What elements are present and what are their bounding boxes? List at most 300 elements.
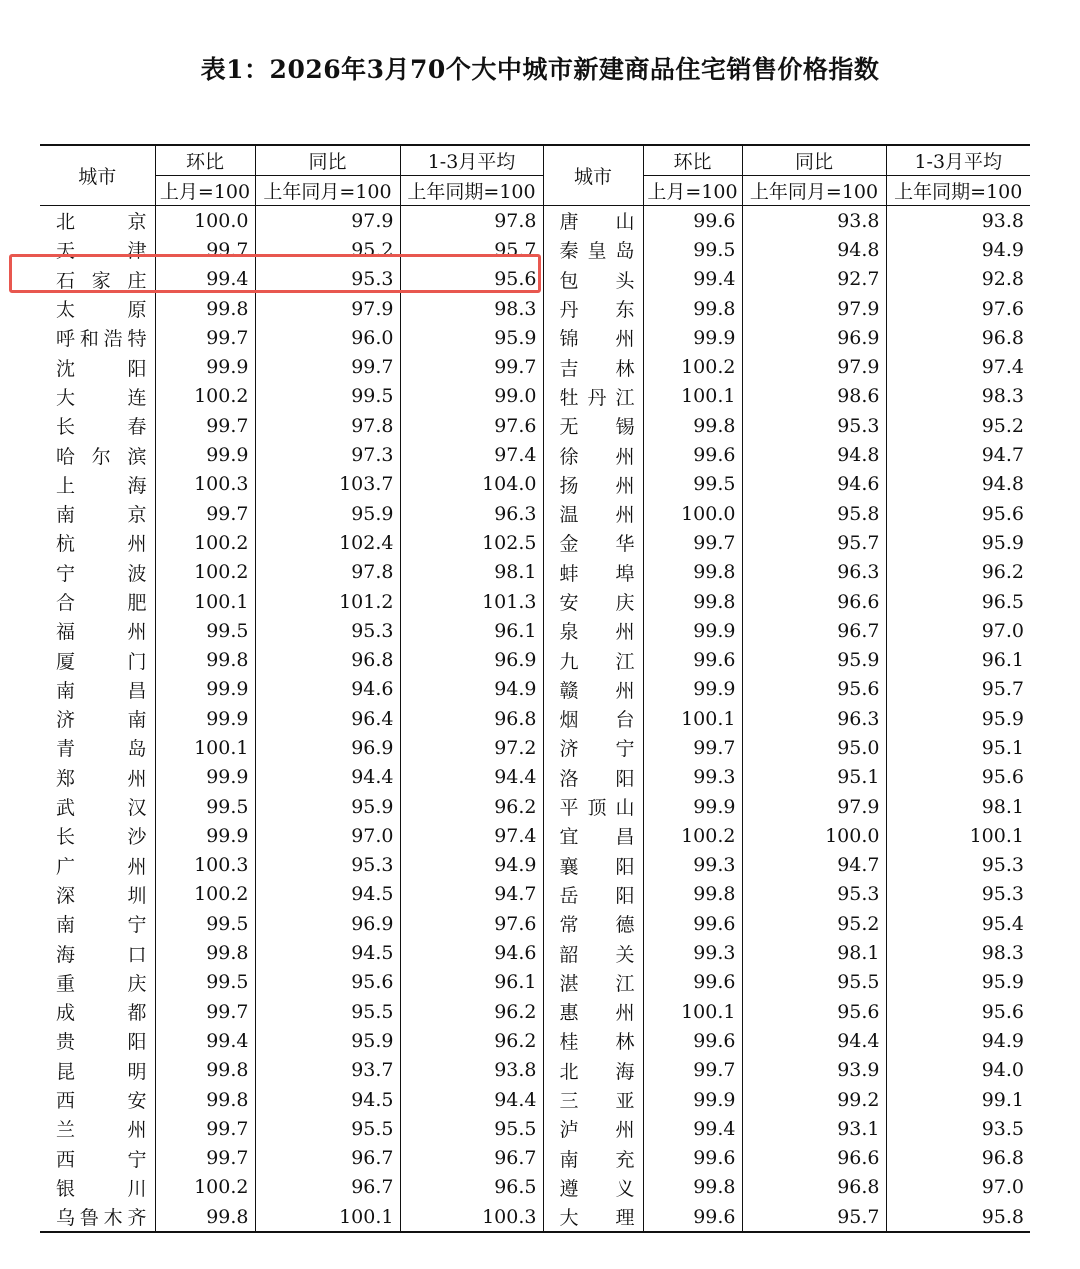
yoy-value-cell: 95.6 [255,968,400,997]
avg-value-cell: 98.3 [886,382,1030,411]
yoy-value-cell: 95.3 [742,880,886,909]
city-name-cell: 泸州 [543,1114,643,1143]
header-row [40,145,1030,176]
table-row [40,470,1030,499]
city-name-cell: 宜昌 [543,821,643,850]
yoy-value-cell: 95.9 [255,792,400,821]
avg-value-cell: 102.5 [400,528,543,557]
avg-value-cell: 97.4 [886,352,1030,381]
table-row [40,382,1030,411]
mom-value-cell: 100.1 [155,587,255,616]
yoy-value-cell: 96.7 [742,616,886,645]
yoy-value-cell: 94.6 [742,470,886,499]
mom-value-cell: 99.8 [155,1056,255,1085]
mom-value-cell: 99.8 [155,1085,255,1114]
avg-value-cell: 94.0 [886,1056,1030,1085]
mom-value-cell: 99.7 [155,1144,255,1173]
avg-value-cell: 97.4 [400,821,543,850]
city-name-cell: 湛江 [543,968,643,997]
avg-value-cell: 96.2 [886,558,1030,587]
mom-value-cell: 99.5 [155,968,255,997]
avg-value-cell: 94.9 [400,675,543,704]
mom-value-cell: 99.8 [643,294,742,323]
avg-value-cell: 93.8 [400,1056,543,1085]
yoy-value-cell: 93.9 [742,1056,886,1085]
city-name-cell: 银川 [56,1177,147,1200]
mom-value-cell: 99.3 [643,938,742,967]
yoy-value-cell: 97.8 [255,411,400,440]
table-row [40,1114,1030,1143]
yoy-value-cell: 96.9 [742,323,886,352]
yoy-value-cell: 96.3 [742,704,886,733]
city-name-cell: 石家庄 [56,269,147,292]
mom-value-cell: 99.4 [643,1114,742,1143]
avg-value-cell: 94.6 [400,938,543,967]
mom-value-cell: 99.6 [643,440,742,469]
avg-value-cell: 95.6 [886,499,1030,528]
header-yoy-base-right: 上年同月=100 [742,176,886,206]
table-row [40,440,1030,469]
avg-value-cell: 94.4 [400,763,543,792]
city-name-cell: 温州 [543,499,643,528]
yoy-value-cell: 95.7 [742,1202,886,1232]
table-row [40,792,1030,821]
page-title: 表1：2026年3月70个大中城市新建商品住宅销售价格指数 [200,55,880,84]
header-yoy-left: 同比 [255,145,400,176]
avg-value-cell: 96.2 [400,997,543,1026]
header-yoy-right: 同比 [742,145,886,176]
avg-value-cell: 95.7 [400,235,543,264]
city-name-cell: 北京 [56,211,147,234]
city-name-cell: 岳阳 [543,880,643,909]
table-row [40,206,1030,236]
mom-value-cell: 99.8 [643,587,742,616]
yoy-value-cell: 94.4 [742,1026,886,1055]
city-name-cell: 成都 [56,1002,147,1025]
yoy-value-cell: 93.1 [742,1114,886,1143]
city-name-cell: 南充 [543,1144,643,1173]
city-name-cell: 金华 [543,528,643,557]
avg-value-cell: 95.1 [886,733,1030,762]
city-name-cell: 三亚 [543,1085,643,1114]
yoy-value-cell: 94.5 [255,1085,400,1114]
table-row [40,411,1030,440]
city-name-cell: 惠州 [543,997,643,1026]
yoy-value-cell: 95.2 [742,909,886,938]
yoy-value-cell: 95.9 [255,1026,400,1055]
mom-value-cell: 99.6 [643,206,742,236]
city-name-cell: 洛阳 [543,763,643,792]
table-row [40,528,1030,557]
header-base-row [40,176,1030,206]
yoy-value-cell: 95.1 [742,763,886,792]
mom-value-cell: 100.2 [155,382,255,411]
avg-value-cell: 94.9 [886,235,1030,264]
mom-value-cell: 99.9 [643,675,742,704]
avg-value-cell: 95.9 [886,704,1030,733]
table-row [40,675,1030,704]
city-name-cell: 海口 [56,943,147,966]
table-row [40,1085,1030,1114]
mom-value-cell: 100.2 [155,558,255,587]
yoy-value-cell: 95.9 [255,499,400,528]
yoy-value-cell: 97.0 [255,821,400,850]
avg-value-cell: 95.8 [886,1202,1030,1232]
avg-value-cell: 96.7 [400,1144,543,1173]
header-mom-right: 环比 [643,145,742,176]
city-name-cell: 赣州 [543,675,643,704]
yoy-value-cell: 95.6 [742,675,886,704]
city-name-cell: 广州 [56,855,147,878]
table-row [40,1144,1030,1173]
city-name-cell: 吉林 [543,352,643,381]
mom-value-cell: 99.9 [155,675,255,704]
mom-value-cell: 100.1 [155,733,255,762]
yoy-value-cell: 95.3 [255,616,400,645]
city-name-cell: 济宁 [543,733,643,762]
city-name-cell: 天津 [56,240,147,263]
city-name-cell: 青岛 [56,738,147,761]
yoy-value-cell: 94.7 [742,851,886,880]
mom-value-cell: 99.8 [155,645,255,674]
yoy-value-cell: 96.7 [255,1144,400,1173]
city-name-cell: 呼和浩特 [56,328,147,351]
yoy-value-cell: 98.6 [742,382,886,411]
city-name-cell: 西宁 [56,1148,147,1171]
mom-value-cell: 99.9 [155,763,255,792]
city-name-cell: 唐山 [543,206,643,236]
avg-value-cell: 100.1 [886,821,1030,850]
yoy-value-cell: 96.0 [255,323,400,352]
avg-value-cell: 96.8 [886,1144,1030,1173]
yoy-value-cell: 96.6 [742,1144,886,1173]
table-row [40,821,1030,850]
mom-value-cell: 99.8 [155,938,255,967]
table-row [40,645,1030,674]
avg-value-cell: 96.1 [400,968,543,997]
yoy-value-cell: 97.9 [255,206,400,236]
mom-value-cell: 100.2 [643,352,742,381]
mom-value-cell: 99.5 [155,616,255,645]
city-name-cell: 乌鲁木齐 [40,1202,155,1232]
mom-value-cell: 100.2 [643,821,742,850]
avg-value-cell: 95.3 [886,880,1030,909]
city-name-cell: 北海 [543,1056,643,1085]
yoy-value-cell: 100.0 [742,821,886,850]
city-name-cell: 杭州 [56,533,147,556]
avg-value-cell: 97.0 [886,616,1030,645]
mom-value-cell: 99.4 [155,265,255,294]
avg-value-cell: 94.4 [400,1085,543,1114]
avg-value-cell: 95.7 [886,675,1030,704]
yoy-value-cell: 96.3 [742,558,886,587]
table-row [40,499,1030,528]
avg-value-cell: 95.3 [886,851,1030,880]
mom-value-cell: 99.7 [155,997,255,1026]
yoy-value-cell: 95.3 [255,851,400,880]
avg-value-cell: 95.9 [886,968,1030,997]
mom-value-cell: 100.1 [643,382,742,411]
mom-value-cell: 99.9 [643,792,742,821]
avg-value-cell: 99.1 [886,1085,1030,1114]
city-name-cell: 长春 [56,416,147,439]
city-name-cell: 南宁 [56,914,147,937]
header-yoy-base-left: 上年同月=100 [255,176,400,206]
city-name-cell: 宁波 [56,562,147,585]
avg-value-cell: 96.2 [400,792,543,821]
table-row [40,1026,1030,1055]
table-row [40,587,1030,616]
avg-value-cell: 94.8 [886,470,1030,499]
mom-value-cell: 99.9 [155,440,255,469]
city-name-cell: 襄阳 [543,851,643,880]
avg-value-cell: 95.2 [886,411,1030,440]
yoy-value-cell: 95.5 [742,968,886,997]
header-avg-base-left: 上年同期=100 [400,176,543,206]
mom-value-cell: 99.6 [643,645,742,674]
yoy-value-cell: 95.6 [742,997,886,1026]
mom-value-cell: 99.9 [155,352,255,381]
mom-value-cell: 99.6 [643,1026,742,1055]
avg-value-cell: 97.6 [400,411,543,440]
table-row [40,909,1030,938]
table-row [40,294,1030,323]
city-name-cell: 太原 [56,299,147,322]
mom-value-cell: 99.7 [155,411,255,440]
avg-value-cell: 101.3 [400,587,543,616]
avg-value-cell: 95.9 [400,323,543,352]
city-name-cell: 南昌 [56,679,147,702]
avg-value-cell: 96.1 [886,645,1030,674]
table-row [40,938,1030,967]
avg-value-cell: 92.8 [886,265,1030,294]
yoy-value-cell: 98.1 [742,938,886,967]
avg-value-cell: 94.9 [886,1026,1030,1055]
mom-value-cell: 99.4 [155,1026,255,1055]
header-avg-right: 1-3月平均 [886,145,1030,176]
mom-value-cell: 99.9 [643,616,742,645]
header-city-left: 城市 [40,145,155,206]
table-row [40,733,1030,762]
mom-value-cell: 99.3 [643,763,742,792]
city-name-cell: 牡丹江 [543,382,643,411]
avg-value-cell: 99.7 [400,352,543,381]
avg-value-cell: 97.2 [400,733,543,762]
mom-value-cell: 99.4 [643,265,742,294]
yoy-value-cell: 94.8 [742,440,886,469]
yoy-value-cell: 97.3 [255,440,400,469]
yoy-value-cell: 94.8 [742,235,886,264]
yoy-value-cell: 97.9 [742,792,886,821]
avg-value-cell: 95.6 [400,265,543,294]
city-name-cell: 大连 [56,386,147,409]
city-name-cell: 桂林 [543,1026,643,1055]
header-avg-left: 1-3月平均 [400,145,543,176]
header-mom-base-left: 上月=100 [155,176,255,206]
yoy-value-cell: 96.9 [255,909,400,938]
yoy-value-cell: 94.6 [255,675,400,704]
yoy-value-cell: 102.4 [255,528,400,557]
yoy-value-cell: 96.4 [255,704,400,733]
avg-value-cell: 96.3 [400,499,543,528]
city-name-cell: 泉州 [543,616,643,645]
yoy-value-cell: 95.3 [742,411,886,440]
city-name-cell: 深圳 [56,884,147,907]
mom-value-cell: 99.8 [643,880,742,909]
mom-value-cell: 99.5 [155,909,255,938]
avg-value-cell: 96.9 [400,645,543,674]
city-name-cell: 福州 [56,621,147,644]
city-name-cell: 韶关 [543,938,643,967]
mom-value-cell: 100.2 [155,880,255,909]
yoy-value-cell: 95.2 [255,235,400,264]
table-row [40,1173,1030,1202]
mom-value-cell: 99.9 [155,821,255,850]
avg-value-cell: 95.6 [886,763,1030,792]
yoy-value-cell: 94.4 [255,763,400,792]
avg-value-cell: 97.6 [400,909,543,938]
yoy-value-cell: 92.7 [742,265,886,294]
yoy-value-cell: 97.8 [255,558,400,587]
yoy-value-cell: 95.7 [742,528,886,557]
avg-value-cell: 99.0 [400,382,543,411]
city-name-cell: 贵阳 [56,1031,147,1054]
mom-value-cell: 99.8 [643,558,742,587]
price-index-table [40,144,1030,1233]
header-city-right: 城市 [543,145,643,206]
mom-value-cell: 99.7 [643,733,742,762]
mom-value-cell: 99.8 [643,411,742,440]
city-name-cell: 扬州 [543,470,643,499]
yoy-value-cell: 95.5 [255,1114,400,1143]
avg-value-cell: 93.8 [886,206,1030,236]
mom-value-cell: 100.2 [155,1173,255,1202]
table-row [40,352,1030,381]
header-avg-base-right: 上年同期=100 [886,176,1030,206]
mom-value-cell: 99.9 [155,704,255,733]
yoy-value-cell: 95.0 [742,733,886,762]
city-name-cell: 徐州 [543,440,643,469]
city-name-cell: 合肥 [56,592,147,614]
mom-value-cell: 99.6 [643,909,742,938]
yoy-value-cell: 93.8 [742,206,886,236]
header-mom-base-right: 上月=100 [643,176,742,206]
table-row [40,616,1030,645]
avg-value-cell: 97.6 [886,294,1030,323]
avg-value-cell: 104.0 [400,470,543,499]
mom-value-cell: 99.7 [643,1056,742,1085]
city-name-cell: 常德 [543,909,643,938]
mom-value-cell: 99.9 [643,323,742,352]
city-name-cell: 上海 [56,474,147,497]
city-name-cell: 济南 [56,709,147,732]
avg-value-cell: 97.0 [886,1173,1030,1202]
avg-value-cell: 95.9 [886,528,1030,557]
yoy-value-cell: 99.5 [255,382,400,411]
table-row [40,1202,1030,1232]
avg-value-cell: 93.5 [886,1114,1030,1143]
mom-value-cell: 100.3 [155,851,255,880]
city-name-cell: 烟台 [543,704,643,733]
yoy-value-cell: 97.9 [742,294,886,323]
city-name-cell: 重庆 [56,972,147,995]
yoy-value-cell: 96.8 [255,645,400,674]
avg-value-cell: 96.8 [886,323,1030,352]
city-name-cell: 西安 [56,1090,147,1113]
city-name-cell: 九江 [543,645,643,674]
mom-value-cell: 99.7 [155,323,255,352]
mom-value-cell: 100.2 [155,528,255,557]
city-name-cell: 厦门 [56,650,147,673]
yoy-value-cell: 96.7 [255,1173,400,1202]
table-row [40,558,1030,587]
table-row [40,1056,1030,1085]
table-row [40,968,1030,997]
mom-value-cell: 99.6 [643,1144,742,1173]
mom-value-cell: 99.9 [643,1085,742,1114]
yoy-value-cell: 99.2 [742,1085,886,1114]
yoy-value-cell: 97.9 [255,294,400,323]
header-mom-left: 环比 [155,145,255,176]
table-row [40,323,1030,352]
city-name-cell: 无锡 [543,411,643,440]
mom-value-cell: 99.5 [155,792,255,821]
yoy-value-cell: 97.9 [742,352,886,381]
avg-value-cell: 97.4 [400,440,543,469]
yoy-value-cell: 95.9 [742,645,886,674]
city-name-cell: 丹东 [543,294,643,323]
mom-value-cell: 99.5 [643,470,742,499]
avg-value-cell: 98.3 [400,294,543,323]
mom-value-cell: 100.3 [155,470,255,499]
mom-value-cell: 100.0 [643,499,742,528]
yoy-value-cell: 95.5 [255,997,400,1026]
table-row [40,880,1030,909]
city-name-cell: 沈阳 [56,357,147,380]
mom-value-cell: 99.8 [643,1173,742,1202]
avg-value-cell: 97.8 [400,206,543,236]
mom-value-cell: 99.6 [643,968,742,997]
mom-value-cell: 99.7 [155,235,255,264]
mom-value-cell: 99.7 [643,528,742,557]
avg-value-cell: 96.8 [400,704,543,733]
city-name-cell: 昆明 [56,1060,147,1083]
avg-value-cell: 98.3 [886,938,1030,967]
yoy-value-cell: 96.8 [742,1173,886,1202]
avg-value-cell: 95.4 [886,909,1030,938]
city-name-cell: 武汉 [56,797,147,820]
yoy-value-cell: 93.7 [255,1056,400,1085]
mom-value-cell: 99.7 [155,499,255,528]
yoy-value-cell: 96.6 [742,587,886,616]
avg-value-cell: 100.3 [400,1202,543,1232]
city-name-cell: 平顶山 [543,792,643,821]
highlight-box [9,254,541,293]
avg-value-cell: 95.6 [886,997,1030,1026]
table-row [40,763,1030,792]
yoy-value-cell: 96.9 [255,733,400,762]
city-name-cell: 大理 [543,1202,643,1232]
mom-value-cell: 99.7 [155,1114,255,1143]
city-name-cell: 郑州 [56,767,147,790]
city-name-cell: 蚌埠 [543,558,643,587]
avg-value-cell: 94.7 [400,880,543,909]
table-row [40,997,1030,1026]
city-name-cell: 兰州 [56,1119,147,1142]
table-row [40,851,1030,880]
mom-value-cell: 99.8 [155,1202,255,1232]
yoy-value-cell: 100.1 [255,1202,400,1232]
